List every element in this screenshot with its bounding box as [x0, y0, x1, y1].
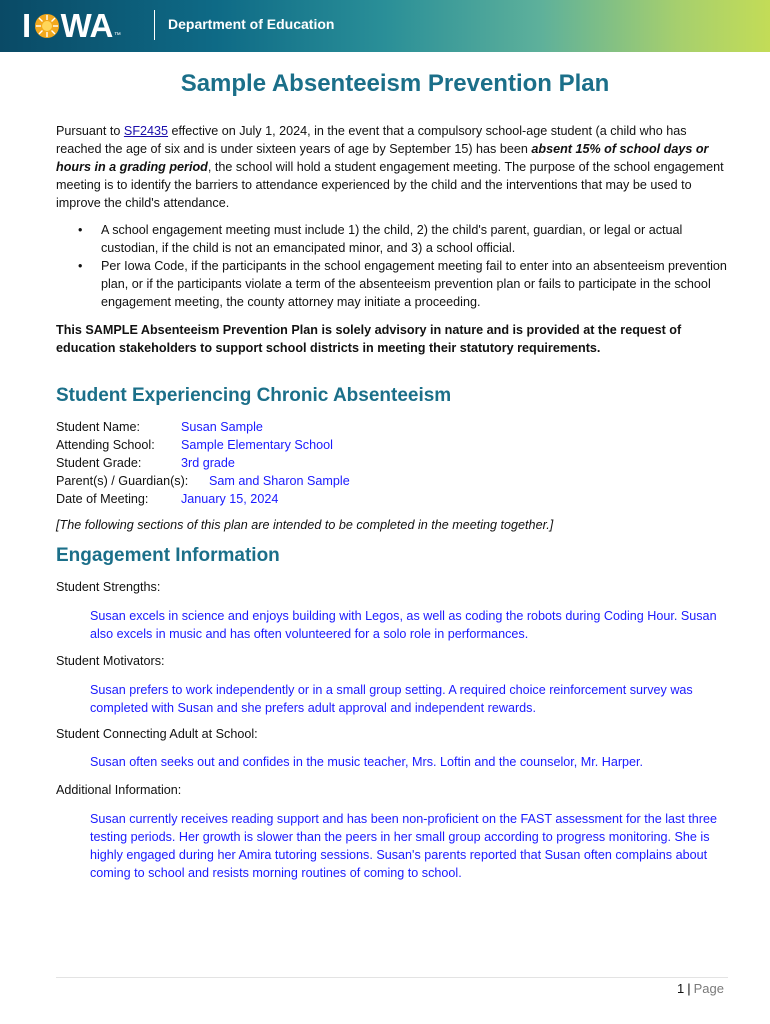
student-details	[56, 418, 728, 508]
guardians-value: Sam and Sharon Sample	[209, 474, 350, 488]
list-item	[56, 221, 728, 257]
detail-row	[56, 418, 728, 436]
bullet-text: A school engagement meeting must include 1) the child, 2) the child's parent, guardian, or legal or actual custodian, if the child is not an emancipated minor, and 3) a school official.	[101, 223, 683, 255]
guardians-label: Parent(s) / Guardian(s):	[56, 474, 189, 488]
meeting-date-label: Date of Meeting:	[56, 492, 149, 506]
footer-separator: |	[687, 981, 691, 996]
intro-pre-link: Pursuant to	[56, 124, 124, 138]
attending-school-value: Sample Elementary School	[181, 438, 333, 452]
section-heading-engagement: Engagement Information	[56, 545, 280, 566]
student-name-value: Susan Sample	[181, 420, 263, 434]
page-number: 1	[677, 981, 685, 996]
intro-paragraph	[56, 122, 728, 212]
additional-info-answer: Susan currently receives reading support and has been non-proficient on the FAST assessment for the last three testing periods. Her growth is slower than the peers in her small group according to progress monitoring. She is highly engaged during her Amira tutoring sessions. Susan's parents reported that Susan often complains about coming to school and resists morning routines of coming to school.	[90, 812, 718, 880]
student-grade-value: 3rd grade	[181, 456, 235, 470]
motivators-label: Student Motivators:	[56, 654, 165, 668]
detail-row	[56, 436, 728, 454]
connecting-adult-answer: Susan often seeks out and confides in the music teacher, Mrs. Loftin and the counselor, Mr. Harper.	[90, 755, 644, 769]
header-banner	[0, 0, 770, 52]
motivators-answer: Susan prefers to work independently or in a small group setting. A required choice reinforcement survey was completed with Susan and she prefers adult approval and independent rewards.	[90, 683, 693, 715]
additional-info-label: Additional Information:	[56, 783, 182, 797]
intro-mid: effective on July 1, 2024, in the event that a compulsory school-age student (a child who has reached the age of six and is under sixteen years of age by September 15) has been	[56, 124, 687, 156]
requirements-list	[56, 221, 728, 311]
page-footer	[677, 981, 724, 996]
strengths-label: Student Strengths:	[56, 580, 161, 594]
iowa-logo[interactable]	[22, 9, 120, 43]
strengths-answer: Susan excels in science and enjoys building with Legos, as well as coding the robots during Coding Hour. Susan also excels in music and has often volunteered for a solo role in performances.	[90, 609, 717, 641]
banner-divider	[154, 10, 155, 40]
sf2435-link[interactable]: SF2435	[123, 124, 169, 138]
bullet-text: Per Iowa Code, if the participants in the school engagement meeting fail to enter into an absenteeism prevention plan, or if the participants violate a term of the absenteeism prevention plan or fails to participate in the school engagement meeting, the county attorney may initiate a proceeding.	[101, 259, 727, 309]
footer-divider	[56, 977, 728, 978]
detail-row	[56, 472, 728, 490]
intro-post: , the school will hold a student engagement meeting. The purpose of the school engagement meeting is to identify the barriers to attendance experienced by the child and the interventions that may be used to improve the child's attendance.	[56, 160, 724, 210]
meeting-date-value: January 15, 2024	[181, 492, 279, 506]
connecting-adult-label: Student Connecting Adult at School:	[56, 727, 258, 741]
section-heading-student: Student Experiencing Chronic Absenteeism	[56, 385, 452, 406]
detail-row	[56, 490, 728, 508]
logo-letters-wa: WA	[60, 7, 113, 44]
logo-trademark: ™	[113, 32, 121, 39]
department-name: Department of Education	[168, 16, 335, 32]
intro-emphasis: absent 15% of school days or hours in a grading period	[56, 142, 709, 174]
bullet-icon: •	[78, 223, 83, 237]
page-label: Page	[693, 981, 724, 996]
list-item	[56, 257, 728, 311]
page-title: Sample Absenteeism Prevention Plan	[180, 70, 610, 97]
attending-school-label: Attending School:	[56, 438, 155, 452]
student-name-label: Student Name:	[56, 420, 141, 434]
student-grade-label: Student Grade:	[56, 456, 142, 470]
advisory-notice: This SAMPLE Absenteeism Prevention Plan is solely advisory in nature and is provided at the request of education stakeholders to support school districts in meeting their statutory requirements.	[56, 323, 682, 355]
sun-icon	[34, 13, 60, 39]
completion-note: [The following sections of this plan are intended to be completed in the meeting together.]	[56, 518, 554, 532]
detail-row	[56, 454, 728, 472]
bullet-icon: •	[78, 259, 83, 273]
logo-letter-i: I	[22, 7, 31, 44]
